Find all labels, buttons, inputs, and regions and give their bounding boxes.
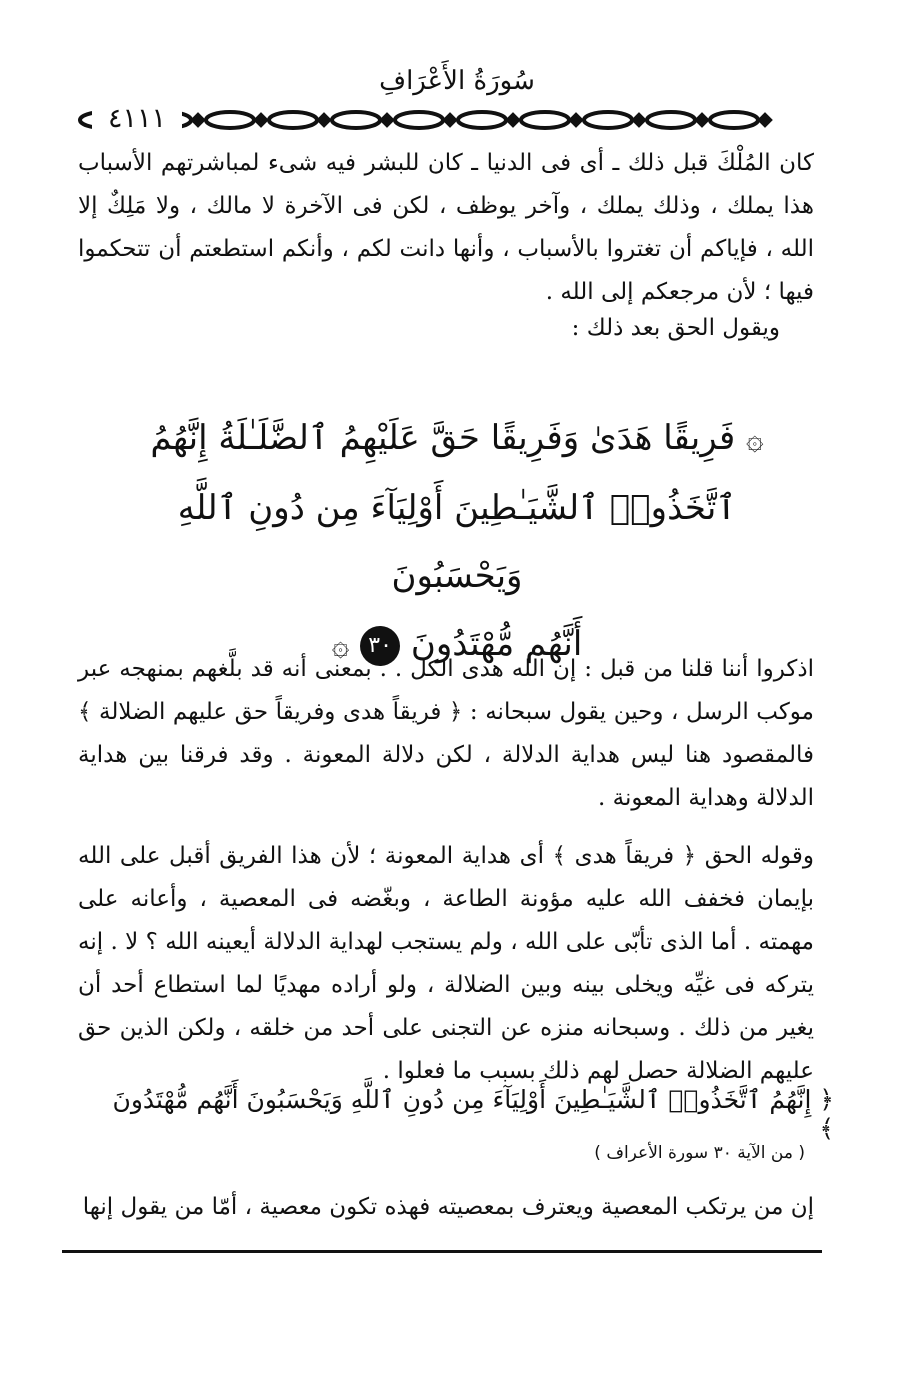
quoted-verse: ﴿ إِنَّهُمُ ٱتَّخَذُوا۟ ٱلشَّيَـٰطِينَ أَوْلِيَآءَ مِن دُونِ ٱللَّهِ وَيَحْسَبُونَ أَنَّهُم مُّهْتَدُونَ ﴾ (112, 1085, 834, 1143)
verse-line-1 (150, 404, 764, 474)
verse-reference: ( من الآية ٣٠ سورة الأعراف ) (594, 1143, 805, 1163)
paragraph-3: وقوله الحق ﴿ فريقاً هدى ﴾ أى هداية المعونة ؛ لأن هذا الفريق أقبل على الله بإيمان فخفف الله عليه مؤونة الطاعة ، وبغّضه فى المعصية ، وأعانه على مهمته . أما الذى تأبّى على الله ، ولم يستجب لهداية الدلالة أيعينه الله ؟ لا . إنه يتركه فى غيِّه ويخلى بينه وبين الضلالة ، ولو أراده مهديًا لما استطاع أحد أن يغير من ذلك . وسبحانه منزه عن التجنى على أحد من خلقه ، ولكن الذين حق عليهم الضلالة حصل لهم ذلك بسبب ما فعلوا . (78, 843, 814, 1084)
paragraph-2: اذكروا أننا قلنا من قبل : إن الله هدى الكل . . بمعنى أنه قد بلَّغهم بمنهجه عبر موكب الرسل ، وحين يقول سبحانه : ﴿ فريقاً هدى وفريقاً حق عليهم الضلالة ﴾ فالمقصود هنا ليس هداية الدلالة ، لكن دلالة المعونة . وقد فرقنا بين هداية الدلالة وهداية المعونة . (78, 656, 814, 811)
ayah-number-badge: ٣٠ (360, 626, 400, 666)
verse-line-1-text: فَرِيقًا هَدَىٰ وَفَرِيقًا حَقَّ عَلَيْهِمُ ٱلضَّلَـٰلَةُ إِنَّهُمُ (150, 418, 736, 458)
verse-intro: ويقول الحق بعد ذلك : (571, 315, 780, 341)
verse-close-ornament: ۞ (331, 628, 350, 663)
paragraph-4: إن من يرتكب المعصية ويعترف بمعصيته فهذه تكون معصية ، أمّا من يقول إنها (82, 1194, 814, 1220)
paragraph-1: كان المُلْكَ قبل ذلك ـ أى فى الدنيا ـ كان للبشر فيه شىء لمباشرتهم الأسباب هذا يملك ، وذلك يملك ، وآخر يوظف ، لكن فى الآخرة لا مالك ، ولا مَلِكٌ إلا الله ، فإياكم أن تغتروا بالأسباب ، وأنها دانت لكم ، وأنكم استطعتم أن تتحكموا فيها ؛ لأن مرجعكم إلى الله . (78, 150, 814, 305)
verse-line-2: ٱتَّخَذُوا۟ ٱلشَّيَـٰطِينَ أَوْلِيَآءَ مِن دُونِ ٱللَّهِ وَيَحْسَبُونَ (177, 488, 737, 596)
verse-line-3-text: أَنَّهُم مُّهْتَدُونَ (410, 624, 583, 664)
quran-verse-block (150, 404, 764, 680)
surah-title: سُورَةُ الأَعْرَافِ (379, 66, 535, 96)
footer-rule (62, 1250, 822, 1253)
verse-open-ornament: ۞ (746, 422, 764, 457)
page-number: ٤١١١ (92, 103, 182, 134)
